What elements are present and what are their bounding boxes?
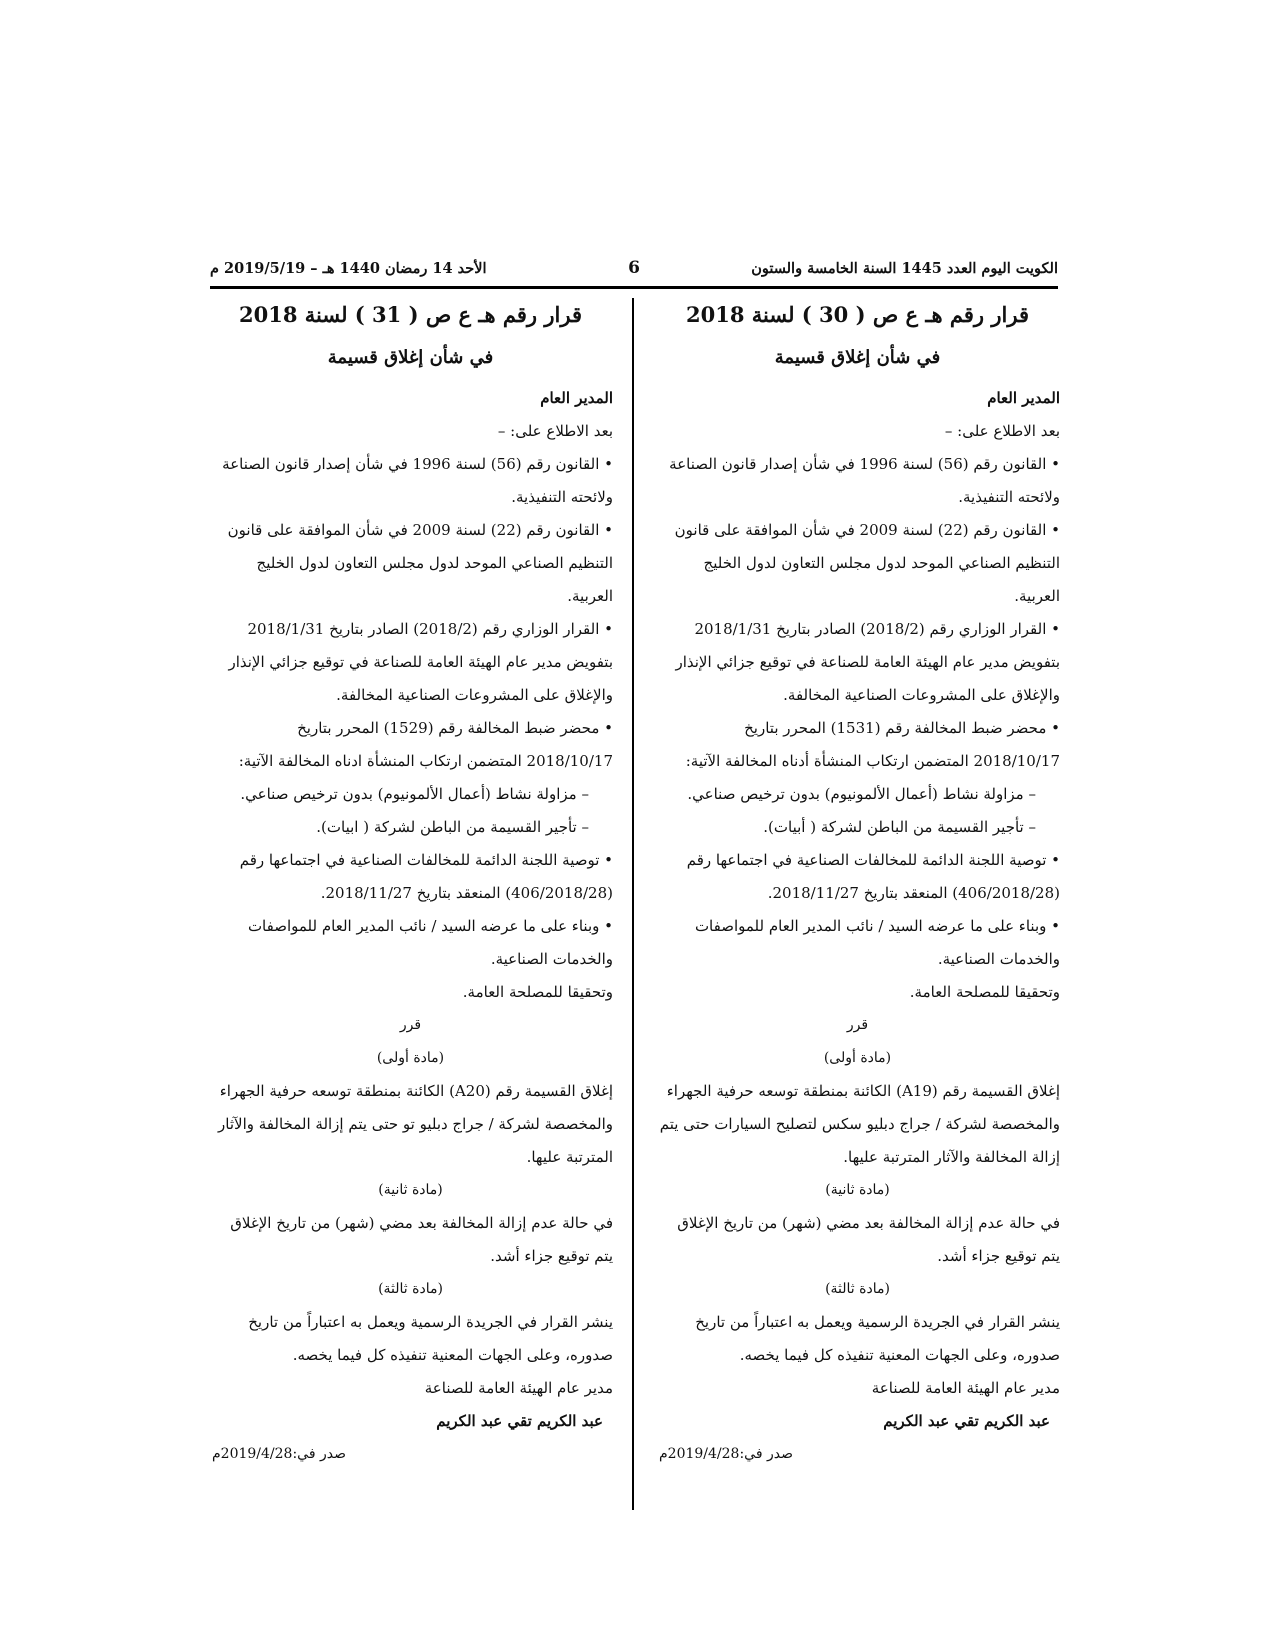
article-1-title: (مادة أولى) [376,1050,445,1066]
signatory-name: عبد الكريم تقي عبد الكريم [436,1412,603,1430]
violation-item: – مزاولة نشاط (أعمال الألمونيوم) بدون ترخيص صناعي. [240,785,589,803]
review-item: • القانون رقم (22) لسنة 2009 في شأن الموافقة على قانون التنظيم الصناعي الموحد لدول مجلس التعاون لدول الخليج العربية. [227,521,613,605]
signatory-title: مدير عام الهيئة العامة للصناعة [424,1379,613,1397]
review-item: • القانون رقم (22) لسنة 2009 في شأن الموافقة على قانون التنظيم الصناعي الموحد لدول مجلس التعاون لدول الخليج العربية. [674,521,1060,605]
signatory-title: مدير عام الهيئة العامة للصناعة [871,1379,1060,1397]
header-rule [210,286,1058,289]
signatory-name: عبد الكريم تقي عبد الكريم [883,1412,1050,1430]
after-review: بعد الاطلاع على: – [497,422,613,440]
article-3-title: (مادة ثالثة) [825,1281,890,1297]
article-1-title: (مادة أولى) [823,1050,892,1066]
violation-item: – مزاولة نشاط (أعمال الألمونيوم) بدون ترخيص صناعي. [687,785,1036,803]
director-heading: المدير العام [540,389,613,407]
article-2-text: في حالة عدم إزالة المخالفة بعد مضي (شهر) من تاريخ الإغلاق يتم توقيع جزاء أشد. [230,1214,613,1265]
article-2-title: (مادة ثانية) [378,1182,443,1198]
article-2-text: في حالة عدم إزالة المخالفة بعد مضي (شهر) من تاريخ الإغلاق يتم توقيع جزاء أشد. [677,1214,1060,1265]
gazette-issue-info: الكويت اليوم العدد 1445 السنة الخامسة والستون [751,260,1058,277]
review-item: • القرار الوزاري رقم (2018/2) الصادر بتاريخ 2018/1/31 بتفويض مدير عام الهيئة العامة للصناعة في توقيع جزائي الإنذار والإغلاق على المشروعات الصناعية المخالفة. [675,620,1060,704]
article-1-text: إغلاق القسيمة رقم (A20) الكائنة بمنطقة توسعه حرفية الجهراء والمخصصة لشركة / جراج دبليو تو حتى يتم إزالة المخالفة والآثار المترتبة عليها. [218,1082,613,1166]
decision-subtitle: في شأن إغلاق قسيمة [327,347,494,368]
issue-date: الأحد 14 رمضان 1440 هـ – 2019/5/19 م [210,260,487,277]
article-1-text: إغلاق القسيمة رقم (A19) الكائنة بمنطقة توسعه حرفية الجهراء والمخصصة لشركة / جراج دبليو سكس لتصليح السيارات حتى يتم إزالة المخالفة والآثار المترتبة عليها. [659,1082,1060,1166]
review-item: • محضر ضبط المخالفة رقم (1531) المحرر بتاريخ 2018/10/17 المتضمن ارتكاب المنشأة أدناه المخالفة الآتية: [685,719,1060,770]
decision-subtitle: في شأن إغلاق قسيمة [774,347,941,368]
review-item: • توصية اللجنة الدائمة للمخالفات الصناعية في اجتماعها رقم (406/2018/28) المنعقد بتاريخ 2018/11/27. [239,851,613,902]
review-item: • القانون رقم (56) لسنة 1996 في شأن إصدار قانون الصناعة ولائحته التنفيذية. [669,455,1060,506]
after-review: بعد الاطلاع على: – [944,422,1060,440]
article-3-text: ينشر القرار في الجريدة الرسمية ويعمل به اعتباراً من تاريخ صدوره، وعلى الجهات المعنية تنفيذه كل فيما يخصه. [695,1313,1060,1364]
public-interest: وتحقيقا للمصلحة العامة. [462,983,613,1001]
review-item: • القرار الوزاري رقم (2018/2) الصادر بتاريخ 2018/1/31 بتفويض مدير عام الهيئة العامة للصناعة في توقيع جزائي الإنذار والإغلاق على المشروعات الصناعية المخالفة. [228,620,613,704]
decision-title: قرار رقم هـ ع ص ( 30 ) لسنة 2018 [685,302,1029,327]
review-item: • وبناء على ما عرضه السيد / نائب المدير العام للمواصفات والخدمات الصناعية. [694,917,1060,968]
director-heading: المدير العام [987,389,1060,407]
decision-title: قرار رقم هـ ع ص ( 31 ) لسنة 2018 [238,302,582,327]
decision-30-column [655,298,1060,1471]
violation-item: – تأجير القسيمة من الباطن لشركة ( ابيات). [316,818,589,836]
article-3-title: (مادة ثالثة) [378,1281,443,1297]
page-header [210,258,1058,284]
review-item: • القانون رقم (56) لسنة 1996 في شأن إصدار قانون الصناعة ولائحته التنفيذية. [222,455,613,506]
column-divider [632,298,634,1510]
violation-item: – تأجير القسيمة من الباطن لشركة ( أبيات). [763,818,1036,836]
decision-31-column [208,298,613,1471]
review-item: • محضر ضبط المخالفة رقم (1529) المحرر بتاريخ 2018/10/17 المتضمن ارتكاب المنشأة ادناه المخالفة الآتية: [238,719,613,770]
review-item: • توصية اللجنة الدائمة للمخالفات الصناعية في اجتماعها رقم (406/2018/28) المنعقد بتاريخ 2018/11/27. [686,851,1060,902]
decided-heading: قرر [399,1017,422,1033]
review-item: • وبناء على ما عرضه السيد / نائب المدير العام للمواصفات والخدمات الصناعية. [247,917,613,968]
issued-date: صدر في:2019/4/28م [659,1446,793,1462]
article-2-title: (مادة ثانية) [825,1182,890,1198]
page-number: 6 [628,258,640,278]
issued-date: صدر في:2019/4/28م [212,1446,346,1462]
public-interest: وتحقيقا للمصلحة العامة. [909,983,1060,1001]
decided-heading: قرر [846,1017,869,1033]
article-3-text: ينشر القرار في الجريدة الرسمية ويعمل به اعتباراً من تاريخ صدوره، وعلى الجهات المعنية تنفيذه كل فيما يخصه. [248,1313,613,1364]
